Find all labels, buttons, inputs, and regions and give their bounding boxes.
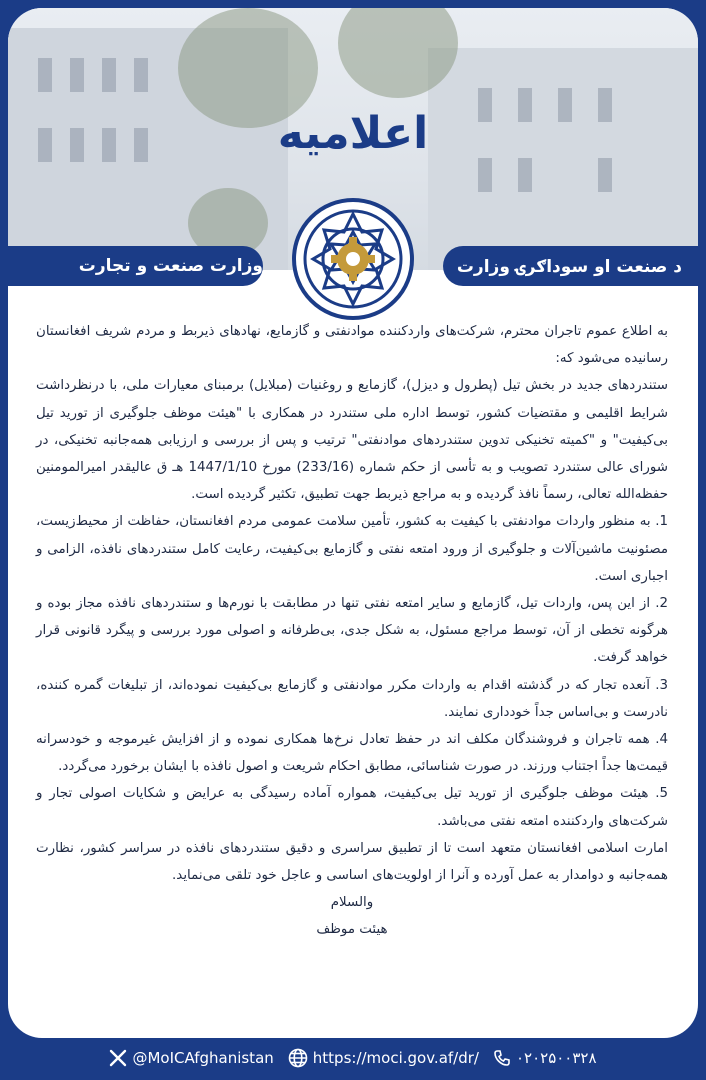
list-item: 4. همه تاجران و فروشندگان مکلف اند در حفظ تعادل نرخ‌ها همکاری نموده و از افزایش غیرموجه و خودسرانه قیمت‌ها جداً اجتناب ورزند. در صورت شناسائی، مطابق احکام شریعت و اصول نافذه با ایشان برخورد می‌گردد.: [36, 732, 668, 775]
list-item: 2. از این پس، واردات تیل، گازمایع و سایر امتعه نفتی تنها در مطابقت با نورم‌ها و ستندردهای نافذه مجاز بوده و هرگونه تخطی از آن، توسط مراجع مسئول، به شکل جدی، بی‌طرفانه و اصولی مورد بررسی و پیگرد قانونی قرار خواهد گرفت.: [36, 596, 668, 666]
ministry-name-pashto: د صنعت او سوداګرۍ وزارت: [443, 246, 698, 286]
intro-paragraph: به اطلاع عموم تاجران محترم، شرکت‌های واردکننده موادنفتی و گازمایع، نهادهای ذیربط و مردم شریف افغانستان رسانیده می‌شود که:: [36, 324, 668, 367]
globe-icon: [288, 1048, 308, 1068]
emblem-star-icon: [296, 202, 410, 316]
phone-link[interactable]: [493, 1049, 597, 1067]
ministry-emblem: [292, 198, 414, 320]
x-icon: [109, 1049, 127, 1067]
main-paragraph: ستندردهای جدید در بخش تیل (پطرول و دیزل)، گازمایع و روغنیات (مبلایل) برمبنای معیارات ملی، با درنظرداشت شرایط اقلیمی و مقتضیات کشور، توسط اداره ملی ستندرد در همکاری با "هیئت موظف جلوگیری از تورید تیل بی‌کیفیت" و "کمیته تخنیکی تدوین ستندردهای موادنفتی" ترتیب و پس از بررسی و ارزیابی همه‌جانبه تخنیکی، در شورای عالی ستندرد تصویب و به تأسی از حکم شماره (233/16) مورخ 1447/1/10 هـ ق عالیقدر امیرالمومنین حفظه‌الله تعالی، رسماً نافذ گردیده و به مراجع ذیربط جهت تطبیق، تکثیر گردیده است.: [36, 378, 668, 503]
phone-number: ۰۲۰۲۵۰۰۳۲۸: [515, 1049, 597, 1067]
website-url: https://moci.gov.af/dr/: [312, 1049, 479, 1067]
announcement-body: [36, 318, 668, 944]
announcement-card: [8, 8, 698, 1038]
footer: [0, 1044, 706, 1072]
twitter-handle: @MoICAfghanistan: [132, 1049, 274, 1067]
announcement-title: اعلامیه: [277, 108, 429, 159]
twitter-link[interactable]: [109, 1049, 273, 1067]
closing-paragraph: امارت اسلامی افغانستان متعهد است تا از تطبیق سراسری و دقیق ستندردهای نافذه در سراسر کشور، نظارت همه‌جانبه و دوامدار به عمل آورده و آنرا از اولویت‌های اساسی و عاجل خود تلقی می‌نماید.: [36, 840, 668, 884]
phone-icon: [493, 1049, 511, 1067]
list-item: 5. هیئت موظف جلوگیری از تورید تیل بی‌کیفیت، همواره آماده رسیدگی به عرایض و شکایات اصولی تجار و شرکت‌های واردکننده امتعه نفتی می‌باشد.: [36, 786, 668, 829]
list-item: 3. آنعده تجار که در گذشته اقدام به واردات مکرر موادنفتی و گازمایع بی‌کیفیت نموده‌اند، از تبلیغات گمره کننده، نادرست و بی‌اساس جداً خودداری نمایند.: [36, 677, 668, 720]
signature: هیئت موظف: [316, 922, 388, 938]
ministry-name-dari: وزارت صنعت و تجارت: [8, 246, 263, 286]
salutation: والسلام: [330, 895, 374, 911]
website-link[interactable]: [288, 1048, 479, 1068]
list-item: 1. به منظور واردات موادنفتی با کیفیت به کشور، تأمین سلامت عمومی مردم افغانستان، حفاظت از محیط‌زیست، مصئونیت ماشین‌آلات و جلوگیری از ورود امتعه نفتی و گازمایع بی‌کیفیت، رعایت کامل ستندردهای نافذه، الزامی و اجباری است.: [36, 514, 668, 584]
